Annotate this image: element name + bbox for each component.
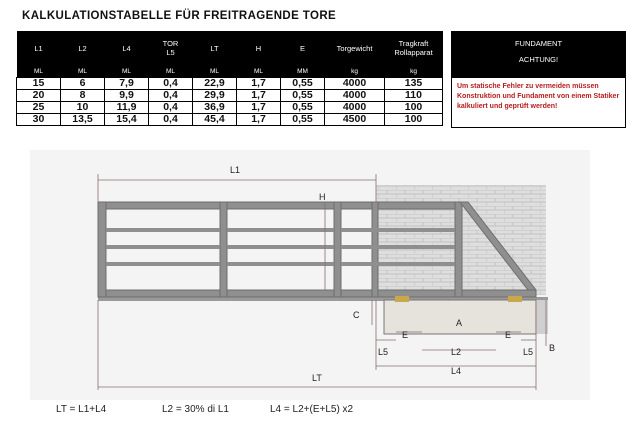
- table-header-cell: [237, 31, 281, 65]
- table-cell: 8: [61, 90, 105, 102]
- table-header-label: L5: [166, 48, 175, 57]
- table-cell: 0,55: [281, 78, 325, 90]
- table-cell: 25: [17, 102, 61, 114]
- table-cell: 0,4: [149, 90, 193, 102]
- table-cell: 4500: [325, 114, 385, 126]
- fundament-title: FUNDAMENT: [514, 39, 563, 48]
- table-cell: 13,5: [61, 114, 105, 126]
- table-header-label: L2: [78, 43, 87, 53]
- table-cell: 20: [17, 90, 61, 102]
- table-cell: 4000: [325, 102, 385, 114]
- table-header-label: LT: [210, 43, 219, 53]
- table-cell: 110: [385, 90, 443, 102]
- table-header-top: Torgewicht: [336, 43, 373, 53]
- table-cell: 4000: [325, 78, 385, 90]
- table-cell: 30: [17, 114, 61, 126]
- calculation-table: [16, 31, 443, 126]
- table-cell: 0,55: [281, 90, 325, 102]
- table-cell: 1,7: [237, 102, 281, 114]
- roller-right: [508, 296, 522, 302]
- label-l2: L2: [451, 347, 462, 357]
- table-cell: 45,4: [193, 114, 237, 126]
- table-cell: 0,55: [281, 102, 325, 114]
- table-header-label: L1: [34, 43, 43, 53]
- table-cell: 1,7: [237, 78, 281, 90]
- table-unit-cell: kg: [385, 65, 443, 78]
- table-row: [17, 90, 443, 102]
- table-header-cell: [61, 31, 105, 65]
- table-cell: 22,9: [193, 78, 237, 90]
- table-cell: 15: [17, 78, 61, 90]
- label-l1: L1: [230, 165, 241, 175]
- table-row: [17, 78, 443, 90]
- table-unit-cell: MM: [281, 65, 325, 78]
- label-e-right: E: [505, 330, 512, 340]
- table-header-cell: [385, 31, 443, 65]
- roller-left: [395, 296, 409, 302]
- label-e-left: E: [402, 330, 409, 340]
- table-header-label: H: [255, 43, 262, 53]
- formula-l2: L2 = 30% di L1: [162, 404, 229, 415]
- table-unit-cell: ML: [237, 65, 281, 78]
- fundament-warning: Um statische Fehler zu vermeiden müssen Konstruktion und Fundament von einem Statiker kalkuliert und geprüft werden!: [457, 83, 620, 110]
- label-lt: LT: [312, 373, 322, 383]
- table-cell: 135: [385, 78, 443, 90]
- foundation-block: [384, 300, 536, 334]
- table-cell: 100: [385, 114, 443, 126]
- table-header-top: TOR: [162, 39, 179, 48]
- table-cell: 9,9: [105, 90, 149, 102]
- label-b: B: [549, 343, 556, 353]
- table-body: [17, 78, 443, 126]
- table-unit-cell: ML: [105, 65, 149, 78]
- table-header-cell: [281, 31, 325, 65]
- table-unit-cell: ML: [17, 65, 61, 78]
- table-unit-cell: ML: [61, 65, 105, 78]
- table-cell: 0,4: [149, 78, 193, 90]
- table-cell: 0,4: [149, 102, 193, 114]
- formula-l4: L4 = L2+(E+L5) x2: [270, 404, 354, 415]
- table-cell: 6: [61, 78, 105, 90]
- fundament-subtitle: ACHTUNG!: [518, 55, 559, 64]
- table-cell: 15,4: [105, 114, 149, 126]
- label-a: A: [456, 318, 463, 328]
- table-row: [17, 102, 443, 114]
- table-unit-cell: ML: [193, 65, 237, 78]
- table-cell: 1,7: [237, 114, 281, 126]
- table-header-label: L4: [122, 43, 131, 53]
- fundament-box: [451, 31, 626, 128]
- table-header-top: Tragkraft Rollapparat: [394, 39, 433, 57]
- label-l5-left: L5: [378, 347, 389, 357]
- table-header-cell: [193, 31, 237, 65]
- table-cell: 4000: [325, 90, 385, 102]
- table-cell: 1,7: [237, 90, 281, 102]
- table-cell: 11,9: [105, 102, 149, 114]
- table-row: [17, 114, 443, 126]
- table-unit-cell: kg: [325, 65, 385, 78]
- table-cell: 36,9: [193, 102, 237, 114]
- formula-lt: LT = L1+L4: [56, 404, 107, 415]
- label-h: H: [319, 192, 326, 202]
- table-header-row: [17, 31, 443, 65]
- table-header-cell: [17, 31, 61, 65]
- table-unit-cell: ML: [149, 65, 193, 78]
- label-l4: L4: [451, 366, 462, 376]
- table-header-cell: [105, 31, 149, 65]
- gate-diagram: [0, 150, 640, 405]
- label-c: C: [353, 310, 360, 320]
- table-cell: 0,55: [281, 114, 325, 126]
- table-cell: 0,4: [149, 114, 193, 126]
- table-header-cell: [149, 31, 193, 65]
- table-header-cell: [325, 31, 385, 65]
- table-cell: 100: [385, 102, 443, 114]
- page-title: KALKULATIONSTABELLE FÜR FREITRAGENDE TORE: [22, 10, 337, 22]
- table-cell: 10: [61, 102, 105, 114]
- label-l5-right: L5: [523, 347, 534, 357]
- table-cell: 7,9: [105, 78, 149, 90]
- table-cell: 29,9: [193, 90, 237, 102]
- table-units-row: [17, 65, 443, 78]
- table-header-label: E: [299, 43, 305, 53]
